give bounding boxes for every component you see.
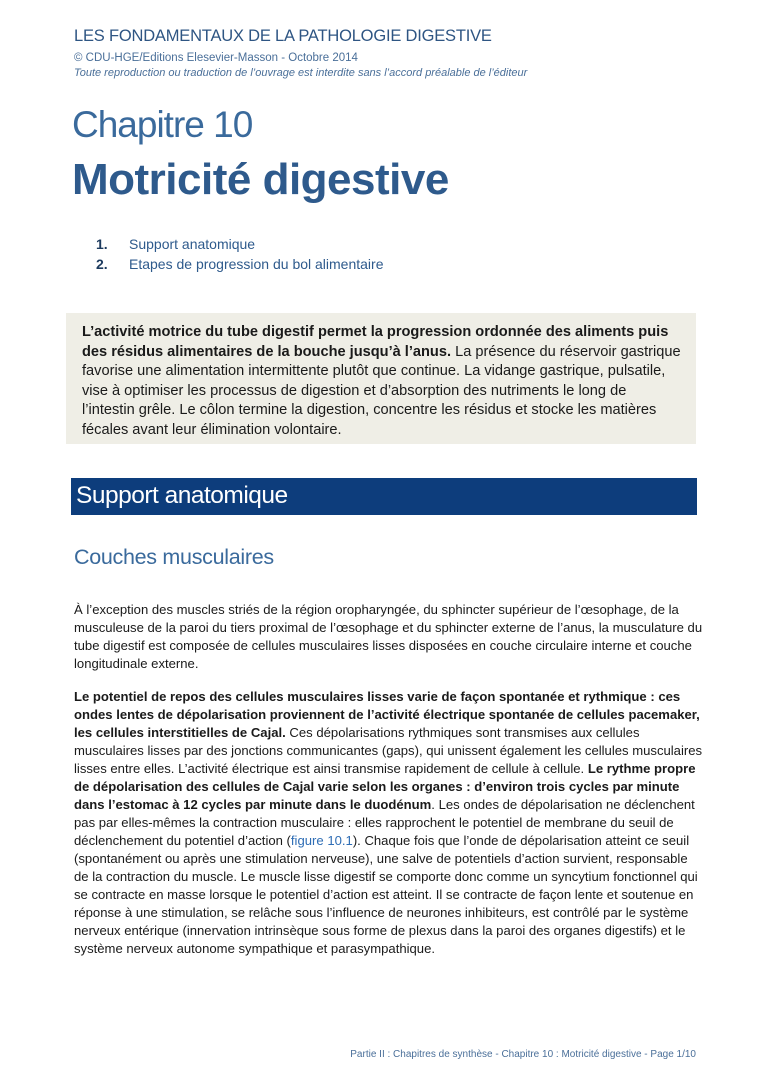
- toc-item-label[interactable]: Etapes de progression du bol alimentaire: [129, 256, 384, 272]
- toc-item[interactable]: [96, 234, 384, 254]
- paragraph-text: . Les ondes de dépolarisation ne déclenchent pas par elles-mêmes la contraction musculaire : elles rapprochent le potentiel de membrane du seuil de déclenchement du potentiel d’action (: [74, 797, 695, 848]
- table-of-contents: [96, 234, 384, 274]
- paragraph-bold-text: Le potentiel de repos des cellules musculaires lisses varie de façon spontanée et rythmique : ces ondes lentes de dépolarisation proviennent de l’activité électrique spontanée de cellules pacemaker, les cellules interstitielles de Cajal.: [74, 689, 700, 740]
- chapter-number: Chapitre 10: [72, 104, 253, 145]
- toc-item[interactable]: [96, 254, 384, 274]
- chapter-title: Motricité digestive: [72, 155, 449, 204]
- toc-item-number: 1.: [96, 236, 108, 252]
- paragraph-bold-text: Le rythme propre de dépolarisation des cellules de Cajal varie selon les organes : d’environ trois cycles par minute dans l’estomac à 12 cycles par minute dans le duodénum: [74, 761, 696, 812]
- paragraph: [74, 688, 704, 958]
- book-title: LES FONDAMENTAUX DE LA PATHOLOGIE DIGESTIVE: [74, 27, 492, 45]
- toc-item-label[interactable]: Support anatomique: [129, 236, 256, 252]
- summary-text: La présence du réservoir gastrique favorise une alimentation intermittente plutôt que continue. La vidange gastrique, pulsatile, vise à optimiser les processus de digestion et d’absorption des nutriments le long de l’intestin grêle. Le côlon termine la digestion, concentre les résidus et stocke les matières fécales avant leur élimination volontaire.: [82, 343, 681, 438]
- toc-item-number: 2.: [96, 256, 108, 272]
- rights-notice: Toute reproduction ou traduction de l’ouvrage est interdite sans l’accord préalable de l’éditeur: [74, 67, 528, 79]
- chapter-summary-box: [66, 313, 696, 444]
- paragraph: À l’exception des muscles striés de la région oropharyngée, du sphincter supérieur de l’œsophage, de la musculeuse de la paroi du tiers proximal de l’œsophage et du sphincter externe de l’anus, la musculature du tube digestif est composée de cellules musculaires lisses disposées en couche circulaire interne et couche longitudinale externe.: [74, 602, 703, 671]
- copyright-line: © CDU-HGE/Editions Elesevier-Masson - Octobre 2014: [74, 52, 358, 64]
- figure-link[interactable]: figure 10.1: [290, 833, 353, 848]
- paragraph-text: ). Chaque fois que l’onde de dépolarisation atteint ce seuil (spontanément ou après une stimulation nerveuse), une salve de potentiels d’action survient, responsable de la contraction du muscle. Le muscle lisse digestif se comporte donc comme un syncytium fonctionnel qui se contracte en masse lorsque le potentiel d’action est atteint. Il se contracte de façon lente et soutenue en réponse à une stimulation, se relâche sous l’influence de neurones inhibiteurs, est contrôlé par le système nerveux entérique (innervation intrinsèque sous forme de plexus dans la paroi des organes digestifs) et le système nerveux autonome sympathique et parasympathique.: [74, 833, 698, 956]
- page-footer: Partie II : Chapitres de synthèse - Chapitre 10 : Motricité digestive - Page 1/10: [350, 1049, 696, 1060]
- section-title: Support anatomique: [76, 482, 288, 509]
- section-heading-bar: [66, 478, 697, 515]
- subsection-heading: Couches musculaires: [74, 545, 274, 569]
- summary-bold-text: L’activité motrice du tube digestif permet la progression ordonnée des aliments puis des résidus alimentaires de la bouche jusqu’à l’anus.: [82, 324, 669, 360]
- paragraph-text: Ces dépolarisations rythmiques sont transmises aux cellules musculaires lisses par des jonctions communicantes (gaps), qui unissent également les cellules musculaires lisses entre elles. L’activité électrique est ainsi transmise rapidement de cellule à cellule.: [74, 725, 703, 776]
